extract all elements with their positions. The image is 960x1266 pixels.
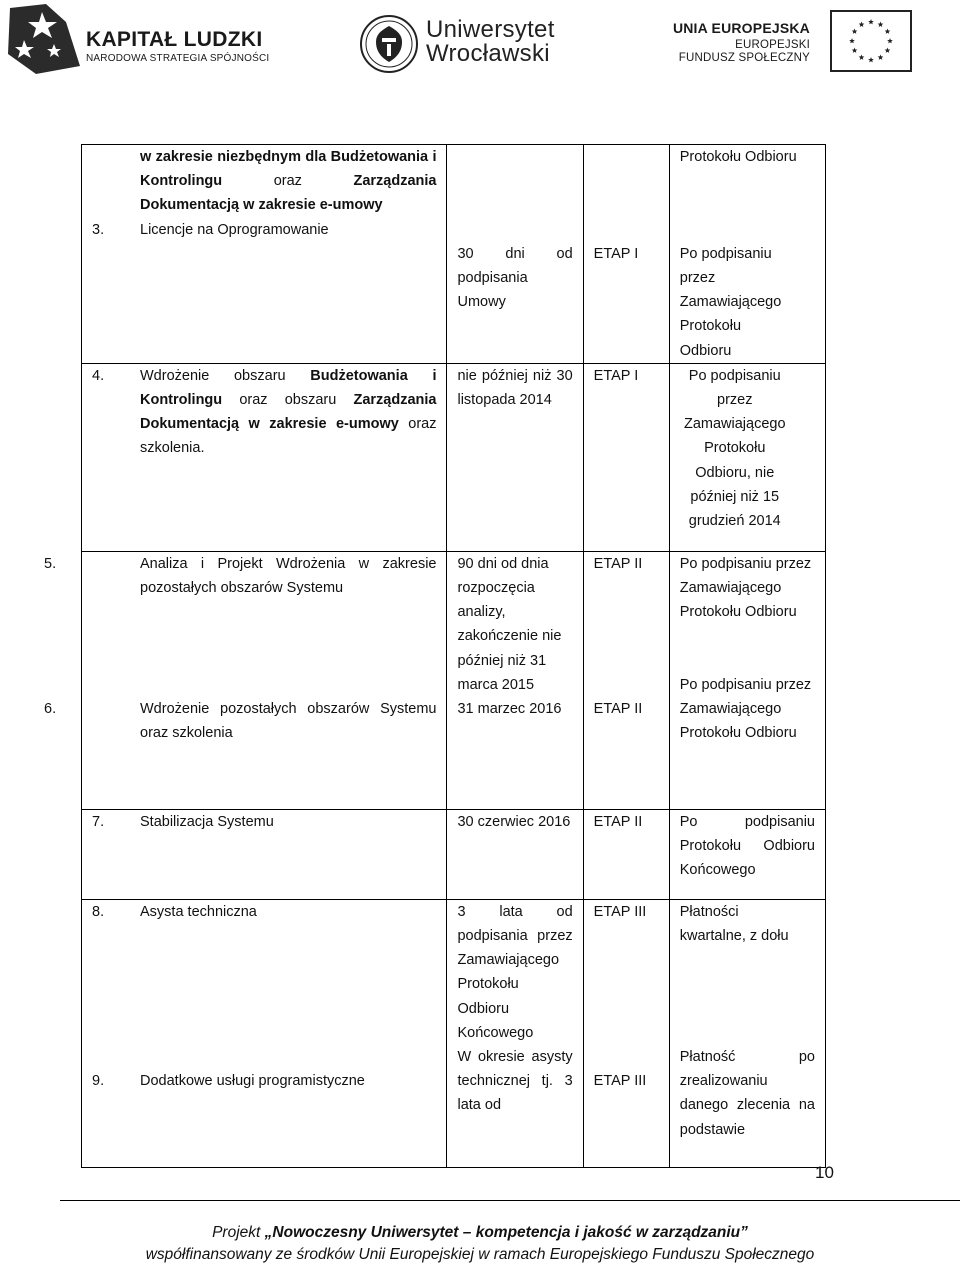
kl-title: KAPITAŁ LUDZKI bbox=[86, 28, 263, 51]
page-footer bbox=[0, 1222, 960, 1266]
cell-text: 30 czerwiec 2016 bbox=[457, 813, 571, 830]
cell-text: ETAP III bbox=[593, 1073, 647, 1090]
item-number: 4. bbox=[92, 367, 105, 384]
list-item bbox=[92, 810, 436, 834]
cell-text: nie później niż 30 listopada 2014 bbox=[457, 367, 573, 409]
cell-text: Po podpisaniu przez Zamawiającego Protokołu Odbioru bbox=[679, 555, 812, 621]
item-number: 6. bbox=[44, 701, 57, 718]
table-cell bbox=[669, 899, 825, 1167]
bold-text: Zarządzania Dokumentacją w zakresie e-umowy bbox=[140, 392, 437, 433]
item-text: Wdrożenie pozostałych obszarów Systemu oraz szkolenia bbox=[140, 701, 437, 742]
cell-text: W okresie asysty technicznej tj. 3 lata od bbox=[457, 1049, 573, 1114]
table-cell bbox=[82, 363, 447, 551]
item-number: 7. bbox=[92, 813, 105, 830]
item-text: Stabilizacja Systemu bbox=[140, 813, 274, 830]
list-item bbox=[92, 1069, 436, 1093]
footer-line2: współfinansowany ze środków Unii Europejskiej w ramach Europejskiego Funduszu Społecznego bbox=[145, 1246, 815, 1263]
bold-text: Zarządzania Dokumentacją w zakresie e-umowy bbox=[140, 173, 437, 214]
item-number: 3. bbox=[92, 221, 105, 238]
item-number: 8. bbox=[92, 903, 105, 920]
item-number: 5. bbox=[44, 555, 57, 572]
footer-line1 bbox=[0, 1222, 960, 1244]
cell-text: 3 lata od podpisania przez Zamawiającego Protokołu Odbioru Końcowego bbox=[457, 903, 573, 1041]
item-text: Licencje na Oprogramowanie bbox=[140, 221, 329, 238]
table-cell bbox=[447, 551, 583, 809]
table-cell bbox=[447, 899, 583, 1167]
text: oraz bbox=[222, 173, 354, 190]
footer-prefix: Projekt bbox=[212, 1224, 265, 1241]
table-row bbox=[82, 809, 826, 899]
uw-line1: Uniwersytet bbox=[426, 16, 555, 43]
kl-subtitle: NARODOWA STRATEGIA SPÓJNOŚCI bbox=[86, 53, 270, 64]
table-cell bbox=[669, 551, 825, 809]
table-row bbox=[82, 145, 826, 364]
table-cell bbox=[583, 145, 669, 364]
list-item bbox=[92, 218, 436, 242]
table-cell bbox=[447, 363, 583, 551]
text: oraz obszaru bbox=[222, 392, 354, 409]
cell-text: ETAP II bbox=[593, 701, 643, 718]
kapital-ludzki-logo-icon bbox=[6, 4, 81, 74]
text: oraz szkolenia. bbox=[140, 416, 437, 457]
cell-text: Płatność po zrealizowaniu danego zlecenia na podstawie bbox=[679, 1049, 815, 1138]
table-cell bbox=[669, 809, 825, 899]
text: Wdrożenie obszaru bbox=[140, 367, 311, 384]
cell-text: 31 marzec 2016 bbox=[457, 701, 562, 718]
item-text: Asysta techniczna bbox=[140, 903, 257, 920]
cell-text: 90 dni od dnia rozpoczęcia analizy, zakończenie nie później niż 31 marca 2015 bbox=[457, 555, 562, 693]
schedule-table bbox=[44, 144, 826, 1168]
cell-text: Po podpisaniu przez Zamawiającego Protokołu Odbioru bbox=[679, 676, 812, 742]
table-row bbox=[82, 551, 826, 809]
page-number: 10 bbox=[815, 1163, 834, 1182]
cell-text: Płatności kwartalne, z dołu bbox=[679, 903, 789, 945]
uw-line2: Wrocławski bbox=[426, 40, 550, 67]
table-cell bbox=[583, 551, 669, 809]
cell-text: ETAP II bbox=[593, 555, 643, 572]
cell-text: ETAP II bbox=[593, 813, 643, 830]
table-cell bbox=[447, 809, 583, 899]
bold-text: Budżetowania i Kontrolingu bbox=[140, 367, 437, 409]
eu-line2: EUROPEJSKI bbox=[735, 39, 810, 51]
cell-text: Po podpisaniu przez Zamawiającego Protokołu Odbioru, nie później niż 15 grudzień 2014 bbox=[683, 367, 786, 530]
cell-text: ETAP I bbox=[593, 367, 639, 384]
eu-line3: FUNDUSZ SPOŁECZNY bbox=[678, 52, 810, 64]
cell-text: ETAP I bbox=[593, 245, 639, 262]
item-text: Analiza i Projekt Wdrożenia w zakresie pozostałych obszarów Systemu bbox=[140, 555, 437, 597]
table-cell bbox=[583, 809, 669, 899]
cell-text: ETAP III bbox=[593, 903, 647, 920]
bold-text: w zakresie niezbędnym dla Budżetowania i Kontrolingu bbox=[140, 149, 437, 190]
university-wordmark bbox=[426, 18, 555, 66]
page-header bbox=[0, 0, 960, 90]
footer-divider bbox=[60, 1200, 960, 1201]
table-cell bbox=[669, 145, 825, 364]
cell-text: Po podpisaniu przez Zamawiającego Protokołu Odbioru bbox=[679, 245, 782, 359]
table-cell bbox=[669, 363, 825, 551]
list-item bbox=[44, 697, 437, 745]
table-cell bbox=[44, 551, 447, 809]
table-cell bbox=[82, 145, 447, 364]
cell-text: 30 dni od podpisania Umowy bbox=[457, 245, 573, 311]
table-cell bbox=[583, 363, 669, 551]
table-cell bbox=[583, 899, 669, 1167]
eu-flag-icon bbox=[830, 10, 912, 72]
table-row bbox=[82, 899, 826, 1167]
table-cell bbox=[82, 809, 447, 899]
footer-project-title: „Nowoczesny Uniwersytet – kompetencja i jakość w zarządzaniu” bbox=[264, 1224, 748, 1241]
cell-text: Po podpisaniu Protokołu Odbioru Końcowego bbox=[679, 813, 815, 879]
list-item bbox=[44, 552, 437, 600]
table-cell bbox=[82, 899, 447, 1167]
eu-line1: UNIA EUROPEJSKA bbox=[672, 20, 810, 36]
table-row bbox=[82, 363, 826, 551]
item-text: Dodatkowe usługi programistyczne bbox=[140, 1073, 365, 1090]
eu-wordmark bbox=[673, 20, 810, 64]
list-item bbox=[92, 364, 436, 461]
cell-text bbox=[92, 145, 436, 218]
kapital-ludzki-wordmark bbox=[86, 28, 269, 64]
university-crest-icon bbox=[360, 12, 418, 76]
item-number: 9. bbox=[92, 1073, 105, 1090]
cell-text: Protokołu Odbioru bbox=[679, 149, 797, 165]
table-cell bbox=[447, 145, 583, 364]
list-item bbox=[92, 900, 436, 924]
